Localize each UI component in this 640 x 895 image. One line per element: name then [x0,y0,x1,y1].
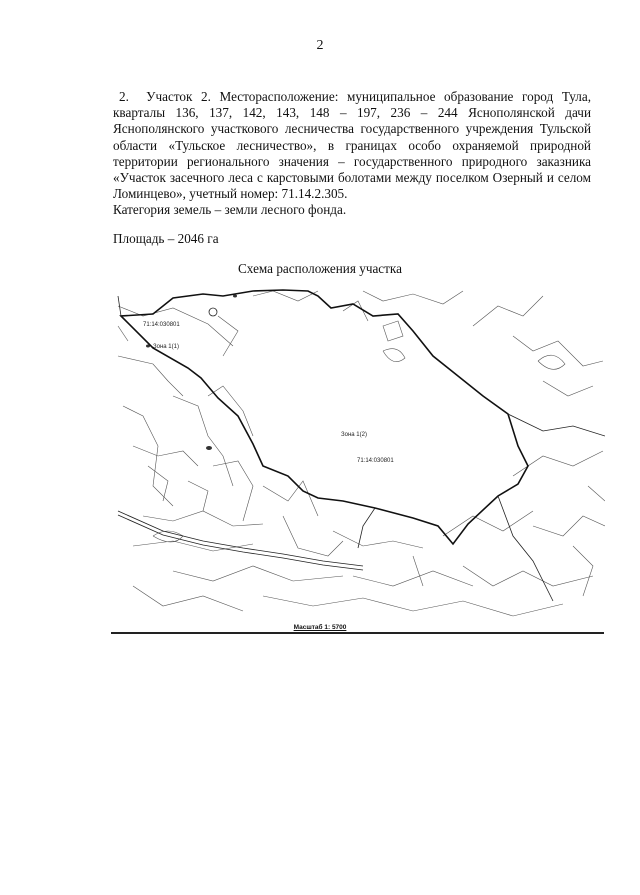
parcel-boundaries [118,291,605,616]
location-map [113,286,605,626]
land-area: Площадь – 2046 га [113,231,219,246]
item-number: 2. [119,89,129,104]
location-paragraph [113,89,591,202]
cadastral-label-center: 71:14:030801 [357,458,394,464]
zone-label-1: Зона 1(1) [153,344,179,350]
map-scale: Масштаб 1: 5700 [293,624,347,631]
road-lines [118,296,605,601]
dark-plots [146,295,237,451]
location-text: Участок 2. Месторасположение: муниципальное образование город Тула, кварталы 136, 137, 142, 143, 148 – 197, 236 – 244 Яснополянской дачи Яснополянского участкового лесничества государственного учреждения Тульской области «Тульское лесничество», в границах особо охраняемой природной территории регионального значения – государственного природного заказника «Участок засечного леса с карстовыми болотами между поселком Озерный и селом Ломинцево», учетный номер: 71.14.2.305. [113,89,591,202]
cadastral-label-top: 71:14:030801 [143,322,180,328]
land-category: Категория земель – земли лесного фонда. [113,202,347,217]
protected-area-boundary [121,290,528,544]
map-drawing [113,286,605,626]
zone-label-2: Зона 1(2) [341,432,367,438]
map-bottom-rule [111,632,604,634]
page-number: 2 [316,38,324,53]
map-marker [209,308,217,316]
scheme-title: Схема расположения участка [238,261,402,276]
